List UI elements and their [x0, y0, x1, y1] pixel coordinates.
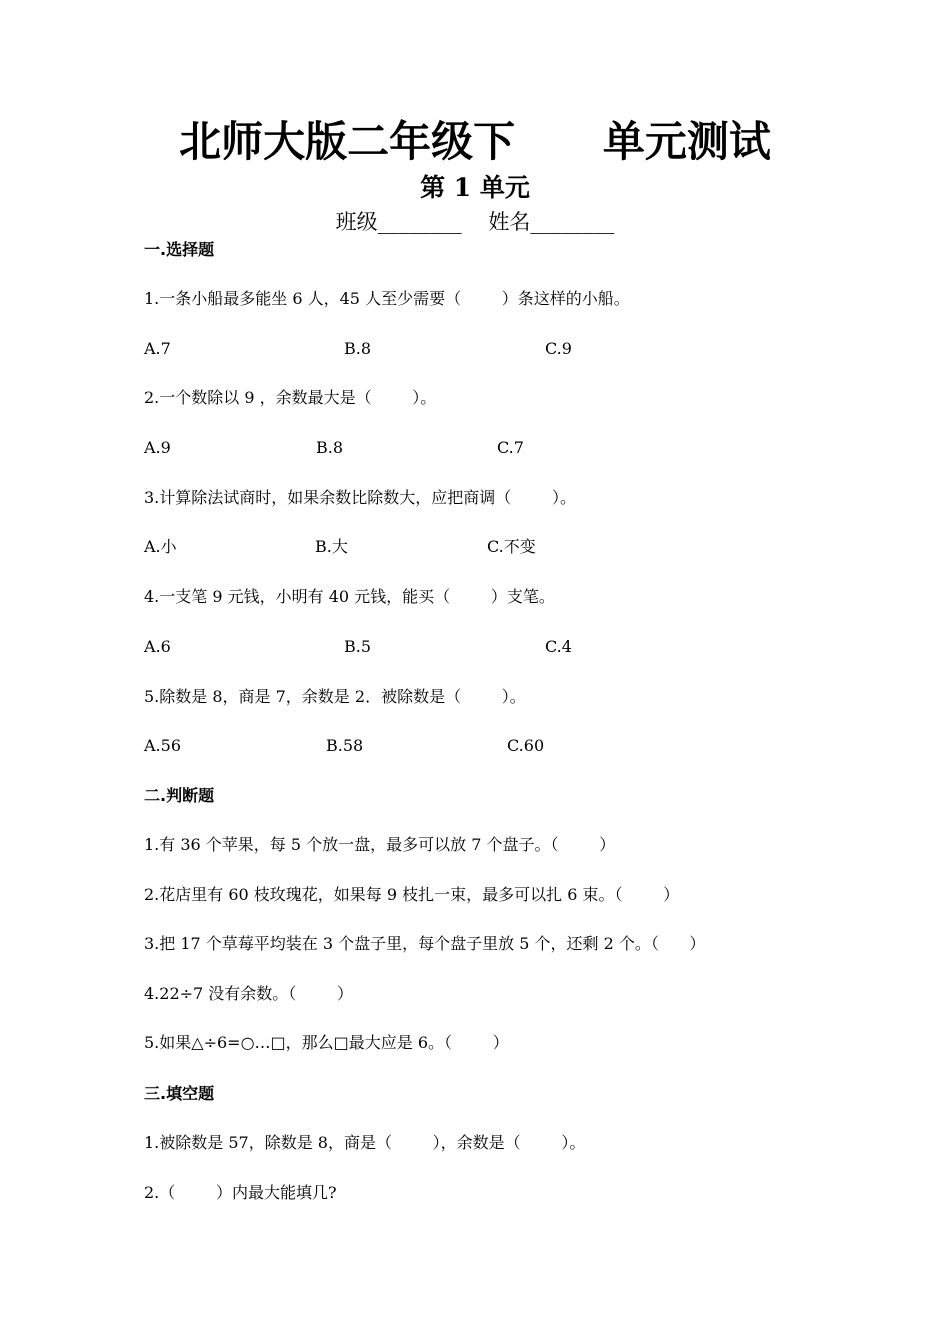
choice-1-option-a: A.7 — [144, 339, 171, 358]
section-heading-judge: 二.判断题 — [144, 786, 215, 805]
choice-2-option-c: C.7 — [497, 438, 524, 457]
choice-3-option-b: B.大 — [315, 537, 348, 556]
judge-question-4: 4.22÷7 没有余数。（ ） — [144, 984, 353, 1003]
choice-2-option-a: A.9 — [144, 438, 171, 457]
choice-5-option-c: C.60 — [507, 736, 545, 755]
choice-3-option-c: C.不变 — [487, 537, 536, 556]
choice-question-4: 4.一支笔 9 元钱，小明有 40 元钱，能买（ ）支笔。 — [144, 587, 555, 606]
page-title: 北师大版二年级下 单元测试 — [179, 117, 771, 166]
choice-question-5: 5.除数是 8，商是 7，余数是 2．被除数是（ ）。 — [144, 687, 526, 706]
fill-question-2: 2.（ ）内最大能填几? — [144, 1183, 337, 1202]
judge-question-5: 5.如果△÷6=○…□，那么□最大应是 6。（ ） — [144, 1033, 509, 1052]
choice-5-option-a: A.56 — [144, 736, 181, 755]
fill-question-1: 1.被除数是 57，除数是 8，商是（ ），余数是（ ）。 — [144, 1133, 586, 1152]
class-name-fields: 班级________ 姓名________ — [335, 210, 615, 234]
choice-4-option-b: B.5 — [344, 637, 372, 656]
choice-3-option-a: A.小 — [144, 537, 177, 556]
judge-question-3: 3.把 17 个草莓平均装在 3 个盘子里，每个盘子里放 5 个，还剩 2 个。（ ） — [144, 934, 706, 953]
choice-1-option-b: B.8 — [344, 339, 372, 358]
choice-4-option-c: C.4 — [545, 637, 572, 656]
judge-question-2: 2.花店里有 60 枝玫瑰花，如果每 9 枝扎一束，最多可以扎 6 束。（ ） — [144, 885, 680, 904]
unit-subtitle: 第 1 单元 — [420, 173, 530, 202]
choice-1-option-c: C.9 — [545, 339, 572, 358]
choice-4-option-a: A.6 — [144, 637, 171, 656]
choice-question-2: 2.一个数除以 9 ，余数最大是（ ）。 — [144, 388, 437, 407]
section-heading-choice: 一.选择题 — [144, 240, 215, 259]
judge-question-1: 1.有 36 个苹果，每 5 个放一盘，最多可以放 7 个盘子。（ ） — [144, 835, 616, 854]
choice-question-1: 1.一条小船最多能坐 6 人，45 人至少需要（ ）条这样的小船。 — [144, 289, 630, 308]
section-heading-fill: 三.填空题 — [144, 1084, 215, 1103]
choice-5-option-b: B.58 — [326, 736, 364, 755]
choice-2-option-b: B.8 — [316, 438, 344, 457]
choice-question-3: 3.计算除法试商时，如果余数比除数大，应把商调（ ）。 — [144, 488, 576, 507]
